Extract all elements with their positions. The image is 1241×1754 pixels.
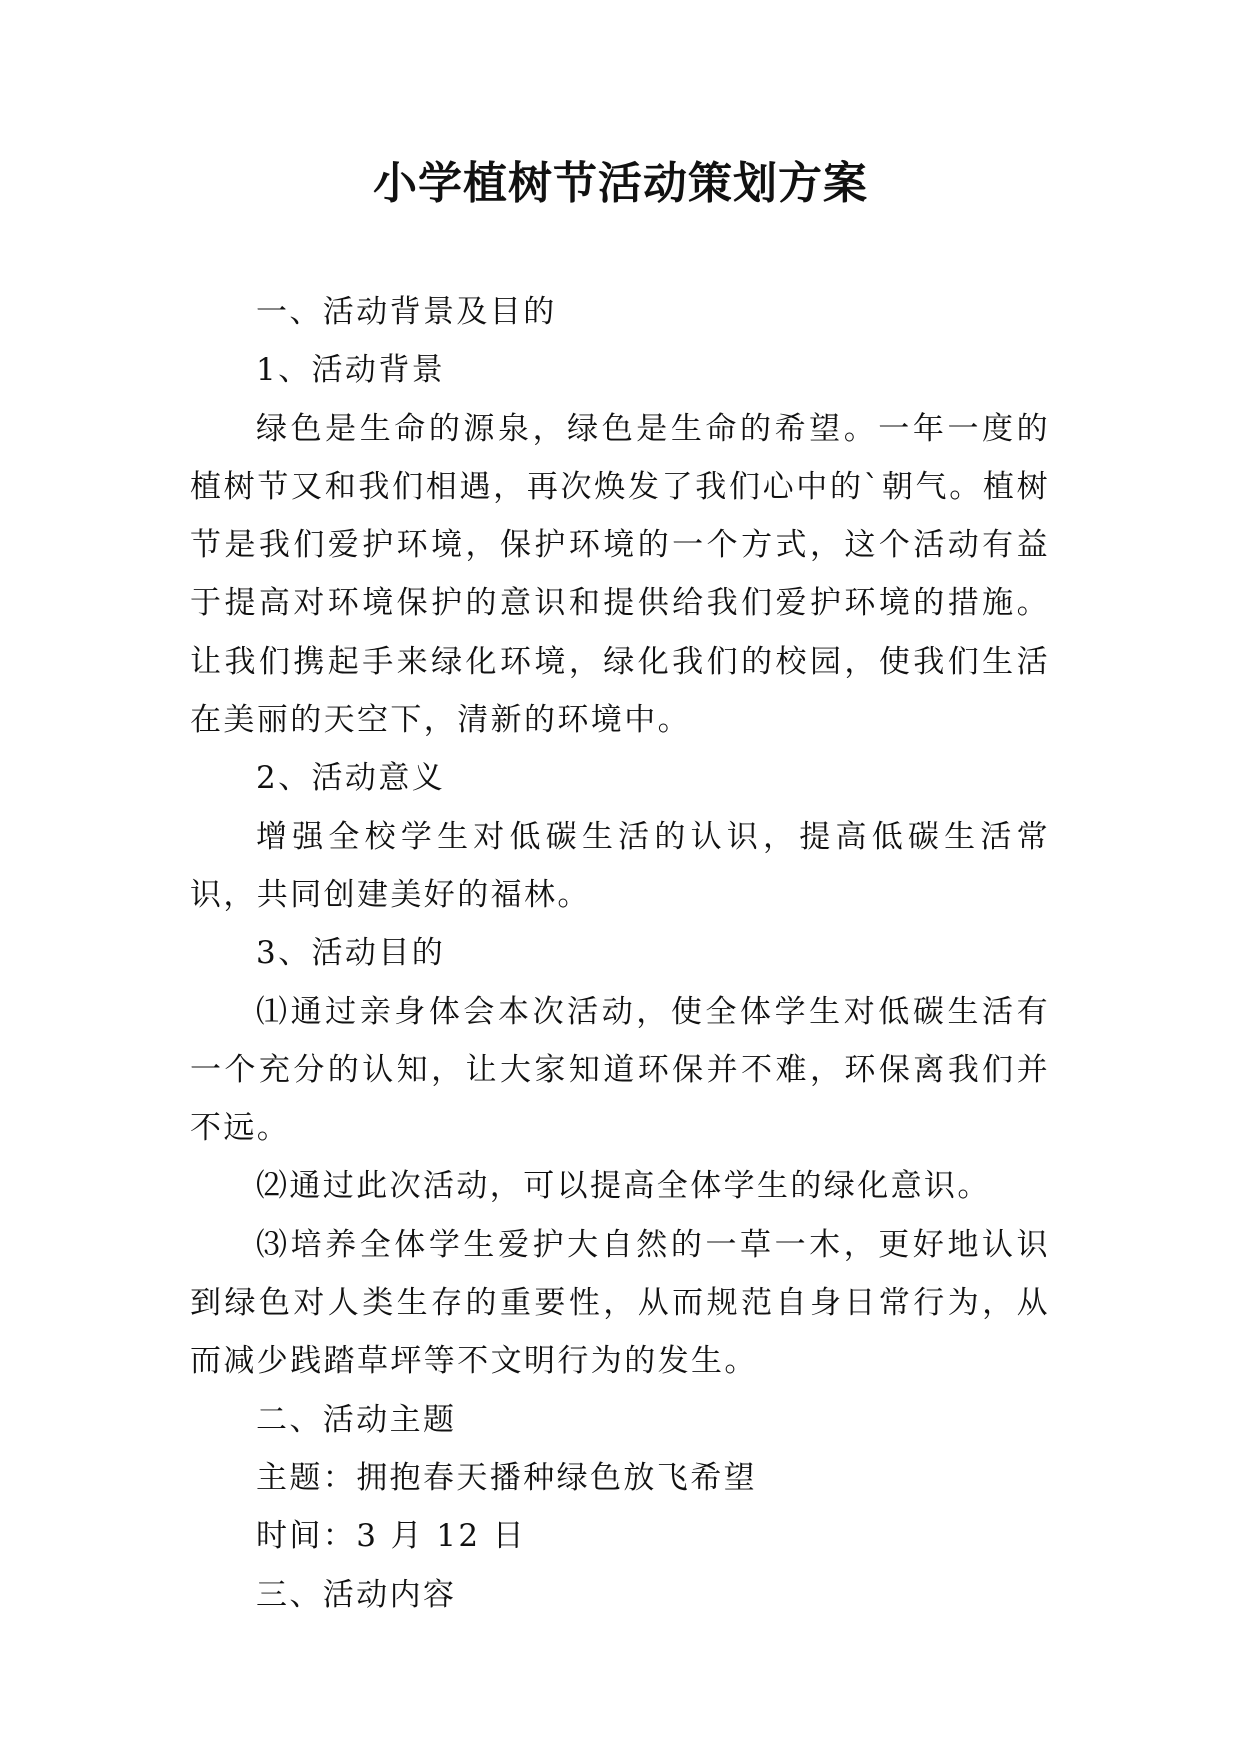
time-line: 时间：3 月 12 日 xyxy=(256,1518,527,1555)
section-heading-content: 三、活动内容 xyxy=(256,1576,457,1613)
purpose-item-2: ⑵通过此次活动，可以提高全体学生的绿化意识。 xyxy=(256,1168,991,1205)
purpose-item-3: ⑶培养全体学生爱护大自然的一草一木，更好地认识到绿色对人类生存的重要性，从而规范自身日常行为，从而减少践踏草坪等不文明行为的发生。 xyxy=(190,1226,1050,1380)
paragraph-background: 绿色是生命的源泉，绿色是生命的希望。一年一度的植树节又和我们相遇，再次焕发了我们心中的`朝气。植树节是我们爱护环境，保护环境的一个方式，这个活动有益于提高对环境保护的意识和提供给我们爱护环境的措施。让我们携起手来绿化环境，绿化我们的校园，使我们生活在美丽的天空下，清新的环境中。 xyxy=(190,410,1050,739)
section-heading-background-purpose: 一、活动背景及目的 xyxy=(256,294,557,330)
subheading-background: 1、活动背景 xyxy=(256,352,446,389)
document-body xyxy=(190,283,1050,1624)
theme-line: 主题：拥抱春天播种绿色放飞希望 xyxy=(256,1459,757,1496)
section-heading-theme: 二、活动主题 xyxy=(256,1401,457,1438)
purpose-item-1: ⑴通过亲身体会本次活动，使全体学生对低碳生活有一个充分的认知，让大家知道环保并不难，环保离我们并不远。 xyxy=(190,993,1050,1147)
subheading-purpose: 3、活动目的 xyxy=(256,935,446,972)
document-title: 小学植树节活动策划方案 xyxy=(373,158,868,209)
subheading-significance: 2、活动意义 xyxy=(256,760,446,797)
paragraph-significance: 增强全校学生对低碳生活的认识，提高低碳生活常识，共同创建美好的福林。 xyxy=(190,818,1050,913)
